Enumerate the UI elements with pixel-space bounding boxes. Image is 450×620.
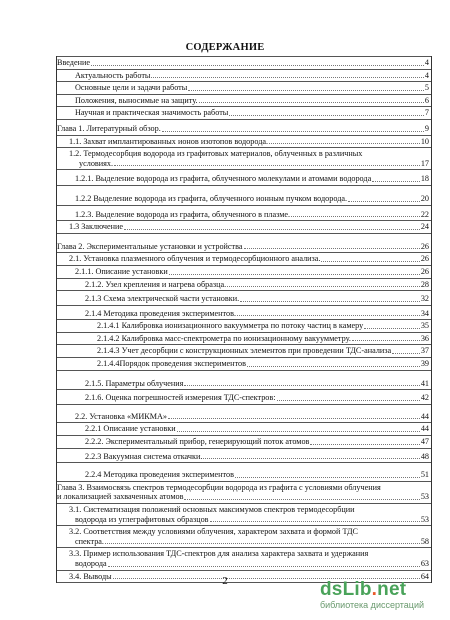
toc-entry [57,370,431,390]
toc-entry-text: 1.2. Термодесорбция водорода из графитовых материалов, облученных в различных [69,149,363,159]
toc-leader-dots [352,340,420,341]
page-number: 2 [222,575,228,587]
toc-leader-dots [114,165,420,166]
toc-entry-page: 7 [424,108,429,118]
toc-entry-text: 3.3. Пример использования ТДС-спектров для анализа характера захвата и удержания [69,549,369,559]
page-title: СОДЕРЖАНИЕ [185,42,265,53]
toc-entry [57,81,431,94]
toc-entry-text: 2.2. Установка «МИКМА» [75,411,167,421]
toc-leader-dots [235,477,420,478]
toc-entry-text: 2.1.4 Методика проведения экспериментов. [85,308,237,318]
toc-entry-page: 51 [420,470,429,480]
toc-entry [57,525,431,547]
toc-entry-text-continued: и локализацией захваченных атомов [57,492,184,502]
toc-entry-text: 3.2. Соответствия между условиями облучения, характером захвата и формой ТДС [69,527,358,537]
toc-entry [57,435,431,448]
toc-leader-dots [269,143,420,144]
toc-leader-dots [244,248,420,249]
toc-leader-dots [151,77,424,78]
toc-entry-page: 36 [420,333,429,343]
toc-leader-dots [169,274,420,275]
toc-leader-dots [168,418,420,419]
toc-entry [57,290,431,305]
toc-entry-page: 26 [420,241,429,251]
toc-entry-text: 2.1.4.4Порядок проведения экспериментов [97,359,246,369]
toc-entry-text: 2.1.4.3 Учет десорбции с конструкционных элементов при проведении ТДС-анализа [97,346,392,356]
toc-leader-dots [392,353,420,354]
toc-entry-page: 34 [420,308,429,318]
toc-entry [57,147,431,169]
toc-entry-page: 6 [424,95,429,105]
toc-entry-page: 5 [424,83,429,93]
toc-entry-text: 1.1. Захват имплантированных ионов изотопов водорода. [69,136,269,146]
toc-leader-dots [199,102,424,103]
toc-entry-page: 10 [420,136,429,146]
toc-entry-text: 2.2.4 Методика проведения экспериментов [85,470,234,480]
toc-entry-text: Глава 1. Литературный обзор. [57,123,161,133]
toc-entry-page: 26 [420,266,429,276]
toc-entry-text: 1.2.3. Выделение водорода из графита, облученного в плазме. [75,209,291,219]
watermark-subtitle: библиотека диссертаций [320,600,425,610]
toc-entry [57,252,431,265]
toc-entry [57,69,431,82]
toc-entry-text-continued: условиях. [79,158,114,168]
toc-leader-dots [277,400,420,401]
toc-entry [57,503,431,525]
toc-entry-text: 1.2.2 Выделение водорода из графита, облученного ионным пучком водорода. [75,193,348,203]
toc-leader-dots [108,566,420,567]
toc-entry-page: 32 [420,294,429,304]
toc-entry [57,233,431,253]
toc-entry-text: 2.1.4.1 Калибровка ионизационного вакуумметра по потоку частиц в камеру [97,321,364,331]
toc-entry-text: 2.1.5. Параметры облучения [85,378,184,388]
toc-entry-text: 1.2.1. Выделение водорода из графита, облученного молекулами и атомами водорода [75,174,372,184]
toc-entry-page: 53 [420,514,429,524]
toc-leader-dots [105,543,420,544]
toc-entry-text: 2.1.3 Схема электрической части установки. [85,294,240,304]
toc-entry-text: 2.2.1 Описание установки [85,424,176,434]
toc-leader-dots [91,65,424,66]
toc-entry [57,305,431,320]
toc-entry [57,422,431,435]
toc-entry-page: 26 [420,254,429,264]
toc-entry-text: Введение [57,58,91,67]
toc-entry [57,462,431,481]
toc-entry [57,278,431,291]
toc-entry-text: Актуальность работы [75,70,151,80]
toc-entry-page: 35 [420,321,429,331]
toc-entry-text: 3.4. Выводы [69,571,112,581]
toc-entry-text: 2.2.3 Вакуумная система откачки. [85,451,203,461]
toc-entry-page: 41 [420,378,429,388]
toc-entry [57,205,431,221]
toc-entry-page: 28 [420,279,429,289]
toc-entry-text-continued: водорода [75,558,107,568]
toc-entry-page: 20 [420,193,429,203]
toc-leader-dots [372,181,420,182]
toc-entry-page: 53 [420,492,429,502]
toc-leader-dots [162,131,424,132]
toc-entry-page: 4 [424,58,429,67]
toc-entry [57,404,431,423]
toc-entry-text: Основные цели и задачи работы [75,83,188,93]
toc-entry-page: 39 [420,359,429,369]
toc-entry [57,56,431,69]
toc-entry [57,265,431,278]
toc-leader-dots [240,301,420,302]
toc-entry-text-continued: водорода из углеграфитовых образцов [75,514,209,524]
toc-leader-dots [321,261,419,262]
toc-entry-text: 2.1.1. Описание установки [75,266,168,276]
watermark-logo [320,580,440,614]
toc-leader-dots [227,286,420,287]
toc-entry-page: 47 [420,437,429,447]
table-of-contents [56,56,432,583]
toc-leader-dots [184,385,419,386]
toc-entry-page: 42 [420,393,429,403]
toc-entry [57,135,431,148]
toc-entry [57,106,431,119]
toc-entry-page: 64 [420,571,429,581]
toc-entry [57,185,431,205]
toc-leader-dots [203,458,419,459]
toc-entry [57,119,431,135]
toc-entry [57,448,431,463]
toc-leader-dots [184,499,419,500]
toc-entry [57,481,431,503]
toc-entry-text: Глава 3. Взаимосвязь спектров термодесорбции водорода из графита с условиями облучения [57,482,381,492]
toc-entry-page: 18 [420,174,429,184]
toc-entry-text: Глава 2. Экспериментальные установки и устройства [57,241,243,251]
toc-leader-dots [229,115,424,116]
toc-entry-page: 24 [420,222,429,232]
toc-entry-page: 9 [424,123,429,133]
toc-entry [57,547,431,569]
toc-entry [57,169,431,185]
toc-leader-dots [124,229,420,230]
toc-entry-page: 48 [420,451,429,461]
watermark-logo-text: dsLib.net [320,579,407,600]
toc-entry-text: 2.1.6. Оценка погрешностей измерения ТДС-спектров: [85,393,276,403]
toc-entry-text: 1.3 Заключение [69,222,124,232]
toc-entry-text: Научная и практическая значимость работы [75,108,229,118]
toc-entry-text: 2.1. Установка плазменного облучения и термодесорбционного анализа. [69,254,321,264]
toc-entry-page: 17 [420,158,429,168]
toc-entry [57,220,431,233]
toc-leader-dots [247,366,420,367]
toc-entry-page: 22 [420,209,429,219]
toc-entry [57,332,431,345]
toc-entry-page: 63 [420,558,429,568]
toc-leader-dots [291,216,420,217]
toc-entry-page: 37 [420,346,429,356]
toc-entry-text: 2.2.2. Экспериментальный прибор, генерирующий поток атомов [85,437,310,447]
toc-entry-text: 2.1.2. Узел крепления и нагрева образца. [85,279,227,289]
toc-entry [57,357,431,370]
toc-leader-dots [188,90,424,91]
toc-entry [57,344,431,357]
toc-entry-text: 3.1. Систематизация положений основных максимумов спектров термодесорбции [69,505,355,514]
toc-entry [57,319,431,332]
toc-entry-page: 44 [420,411,429,421]
toc-entry-text: Положения, выносимые на защиту. [75,95,198,105]
toc-entry-page: 58 [420,536,429,546]
toc-entry-page: 4 [424,70,429,80]
toc-entry-page: 44 [420,424,429,434]
toc-entry-text: 2.1.4.2 Калибровка масс-спектрометра по ионизационному вакуумметру. [97,333,351,343]
toc-leader-dots [237,315,420,316]
toc-entry-text-continued: спектра. [75,536,104,546]
toc-leader-dots [348,201,420,202]
toc-leader-dots [364,328,420,329]
toc-entry [57,389,431,404]
toc-leader-dots [310,444,419,445]
toc-entry [57,94,431,107]
toc-leader-dots [177,431,420,432]
toc-leader-dots [210,521,420,522]
